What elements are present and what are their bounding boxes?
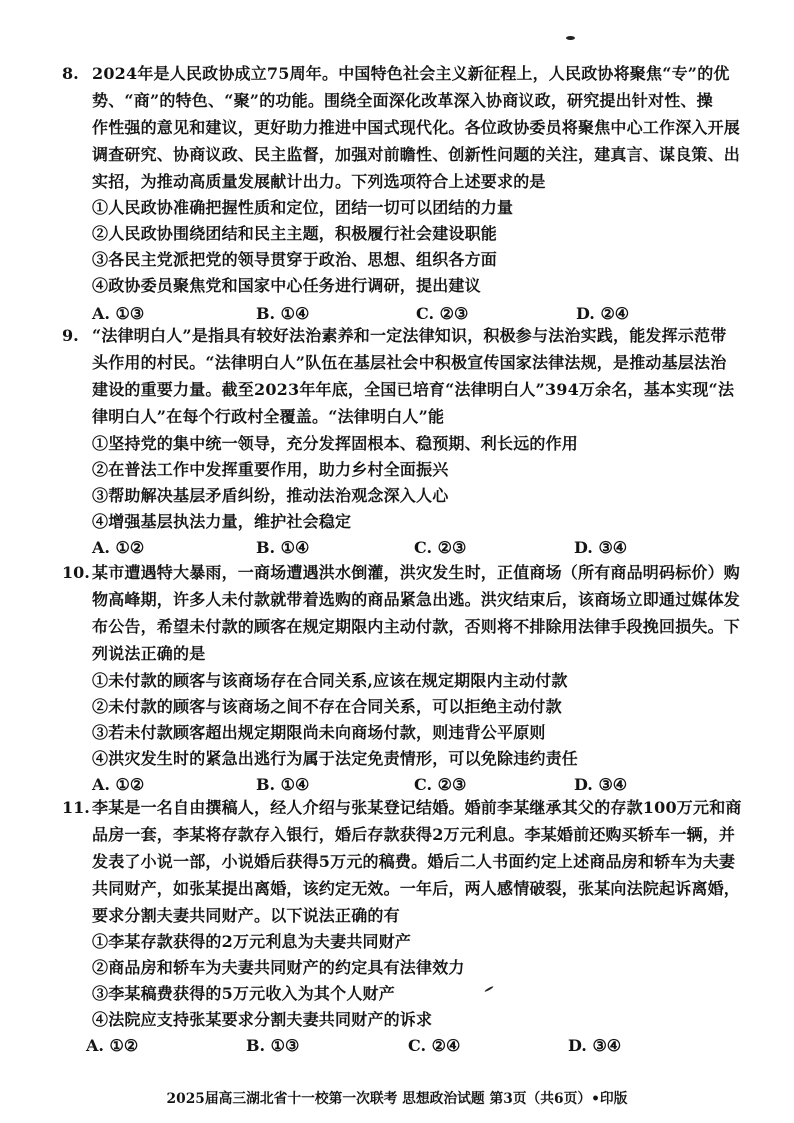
question-text-line: “法律明白人”是指具有较好法治素养和一定法律知识，积极参与法治实践，能发挥示范带	[92, 326, 727, 345]
question-number: 8.	[62, 64, 79, 83]
statement-4: ④洪灾发生时的紧急出逃行为属于法定免责情形，可以免除违约责任	[92, 749, 579, 768]
question-number: 9.	[62, 326, 79, 345]
question-text-line: 列说法正确的是	[92, 644, 206, 663]
option-b: B. ①④	[256, 538, 310, 557]
question-text-line: 李某是一名自由撰稿人，经人介绍与张某登记结婚。婚前李某继承其父的存款100万元和商	[92, 798, 742, 817]
option-c: C. ②③	[414, 775, 467, 794]
statement-4: ④增强基层执法力量，维护社会稳定	[92, 512, 352, 531]
statement-3: ③帮助解决基层矛盾纠纷，推动法治观念深入人心	[92, 486, 449, 505]
question-text-line: 物高峰期，许多人未付款就带着选购的商品紧急出逃。洪灾结束后，该商场立即通过媒体发	[92, 590, 741, 609]
option-b: B. ①④	[256, 304, 310, 323]
option-c: C. ②③	[414, 538, 467, 557]
question-text-line: 2024年是人民政协成立75周年。中国特色社会主义新征程上，人民政协将聚焦“专”的优	[92, 64, 730, 83]
question-text-line: 发表了小说一部，小说婚后获得5万元的稿费。婚后二人书面约定上述商品房和轿车为夫妻	[92, 852, 736, 871]
option-d: D. ③④	[574, 775, 628, 794]
question-text-line: 某市遭遇特大暴雨，一商场遭遇洪水倒灌，洪灾发生时，正值商场（所有商品明码标价）购	[92, 563, 741, 582]
question-text-line: 律明白人”在每个行政村全覆盖。“法律明白人”能	[92, 407, 445, 426]
question-text-line: 调查研究、协商议政、民主监督，加强对前瞻性、创新性问题的关注，建真言、谋良策、出	[92, 145, 741, 164]
question-number: 11.	[62, 798, 90, 817]
question-text-line: 要求分割夫妻共同财产。以下说法正确的有	[92, 906, 400, 925]
scan-speck	[566, 36, 575, 40]
statement-2: ②商品房和轿车为夫妻共同财产的约定具有法律效力	[92, 958, 465, 977]
statement-1: ①未付款的顾客与该商场存在合同关系,应该在规定期限内主动付款	[92, 671, 568, 690]
statement-1: ①坚持党的集中统一领导，充分发挥固根本、稳预期、利长远的作用	[92, 434, 579, 453]
option-c: C. ②③	[416, 304, 469, 323]
option-c: C. ②④	[408, 1036, 461, 1055]
option-d: D. ③④	[574, 538, 628, 557]
statement-1: ①李某存款获得的2万元利息为夫妻共同财产	[92, 932, 412, 951]
statement-2: ②人民政协围绕团结和民主主题，积极履行社会建设职能	[92, 224, 498, 243]
option-a: A. ①②	[92, 775, 145, 794]
option-d: D. ②④	[576, 304, 630, 323]
question-text-line: 布公告，希望未付款的顾客在规定期限内主动付款，否则将不排除用法律手段挽回损失。下	[92, 617, 741, 636]
question-text-line: 势、“商”的特色、“聚”的功能。围绕全面深化改革深入协商议政，研究提出针对性、操	[92, 91, 713, 110]
option-b: B. ①③	[246, 1036, 300, 1055]
question-text-line: 作性强的意见和建议，更好助力推进中国式现代化。各位政协委员将聚焦中心工作深入开展	[92, 118, 741, 137]
statement-4: ④政协委员聚焦党和国家中心任务进行调研，提出建议	[92, 276, 481, 295]
option-a: A. ①②	[86, 1036, 139, 1055]
statement-2: ②在普法工作中发挥重要作用，助力乡村全面振兴	[92, 460, 449, 479]
statement-2: ②未付款的顾客与该商场之间不存在合同关系，可以拒绝主动付款	[92, 697, 562, 716]
statement-3: ③若未付款顾客超出规定期限尚未向商场付款，则违背公平原则	[92, 723, 546, 742]
question-text-line: 建设的重要力量。截至2023年年底，全国已培育“法律明白人”394万余名，基本实现“法	[92, 380, 735, 399]
question-number: 10.	[62, 563, 90, 582]
question-text-line: 品房一套，李某将存款存入银行，婚后存款获得2万元利息。李某婚前还购买轿车一辆，并	[92, 825, 736, 844]
option-b: B. ①④	[256, 775, 310, 794]
page-footer: 2025届高三湖北省十一校第一次联考 思想政治试题 第3页（共6页）•印版	[166, 1091, 628, 1107]
statement-1: ①人民政协准确把握性质和定位，团结一切可以团结的力量	[92, 198, 514, 217]
statement-3: ③各民主党派把党的领导贯穿于政治、思想、组织各方面	[92, 250, 498, 269]
scan-speck	[484, 986, 494, 993]
option-a: A. ①②	[92, 538, 145, 557]
question-text-line: 共同财产，如张某提出离婚，该约定无效。一年后，两人感情破裂，张某向法院起诉离婚，	[92, 879, 741, 898]
question-text-line: 头作用的村民。“法律明白人”队伍在基层社会中积极宣传国家法律法规，是推动基层法治	[92, 353, 727, 372]
option-a: A. ①③	[92, 304, 145, 323]
question-text-line: 实招，为推动高质量发展献计出力。下列选项符合上述要求的是	[92, 172, 546, 191]
statement-4: ④法院应支持张某要求分割夫妻共同财产的诉求	[92, 1010, 433, 1029]
option-d: D. ③④	[568, 1036, 622, 1055]
statement-3: ③李某稿费获得的5万元收入为其个人财产	[92, 984, 395, 1003]
